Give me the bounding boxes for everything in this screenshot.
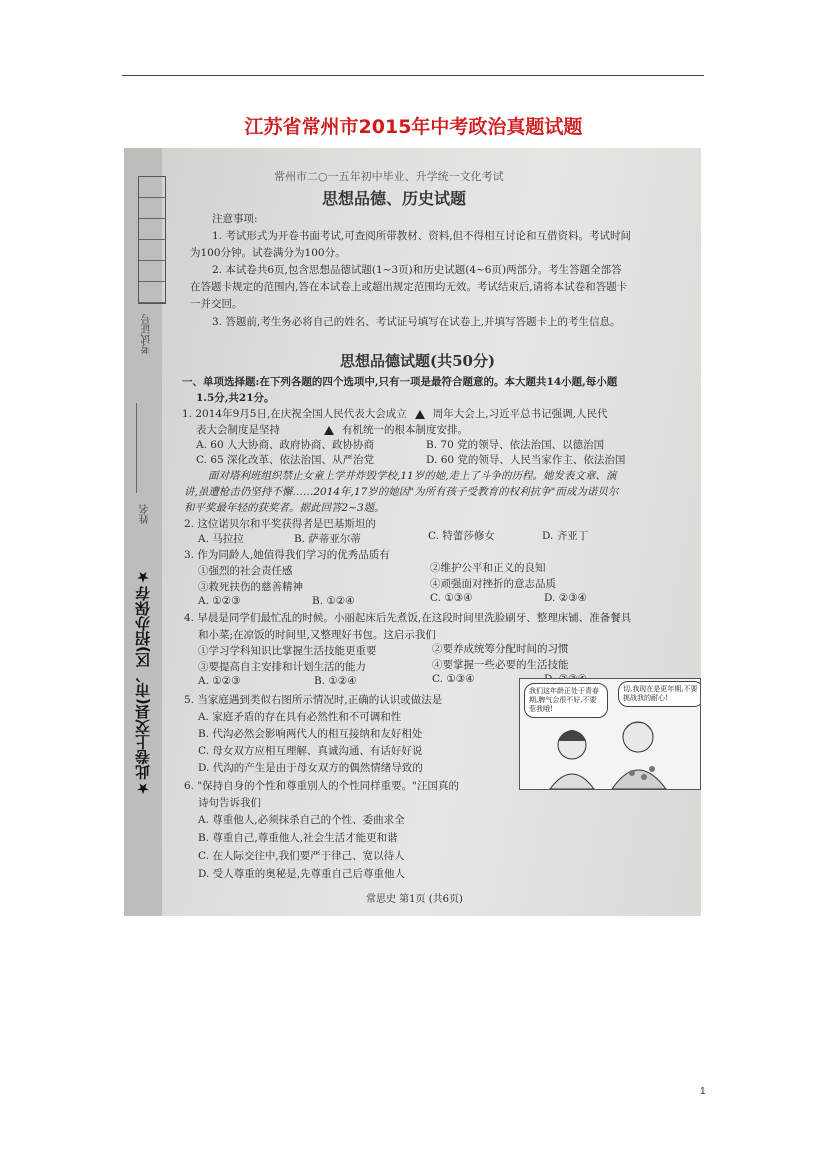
option: D. 齐亚丁 (542, 530, 589, 542)
notice-line: 1. 考试形式为开卷书面考试,可查阅所带教材、资料,但不得相互讨论和互借资料。考试时间 (212, 230, 632, 242)
statement: ②维护公平和正义的良知 (430, 562, 546, 574)
question-1-stem: 1. 2014年9月5日,在庆祝全国人民代表大会成立 周年大会上,习近平总书记强调,人民代 (182, 408, 608, 420)
option: A. ①②③ (198, 595, 241, 607)
option: C. ①③④ (430, 592, 473, 604)
option: D. 60 党的领导、人民当家作主、依法治国 (426, 454, 626, 466)
option: B. 尊重自己,尊重他人,社会生活才能更和谐 (198, 832, 398, 844)
passage-line: 和平奖最年轻的获奖者。据此回答2~3题。 (184, 502, 385, 514)
keep-notice: ★此卷上交县(市、区)招办保存★ (134, 568, 152, 798)
option: C. 65 深化改革、依法治国、从严治党 (196, 454, 375, 466)
subject-title: 思想品德、历史试题 (322, 189, 467, 208)
statement: ①学习学科知识比掌握生活技能更重要 (198, 645, 377, 657)
option: A. 马拉拉 (198, 533, 244, 545)
exam-title: 常州市二○一五年初中毕业、升学统一文化考试 (274, 170, 504, 183)
question-6-stem: 6. "保持自身的个性和尊重别人的个性同样重要。"汪国真的 (184, 780, 460, 792)
question-5-stem: 5. 当家庭遇到类似右图所示情况时,正确的认识或做法是 (184, 694, 443, 706)
option: B. ①②④ (314, 675, 357, 687)
exam-number-label: 考试证号 (142, 314, 153, 354)
question-2-stem: 2. 这位诺贝尔和平奖获得者是巴基斯坦的 (184, 518, 376, 530)
option: C. 在人际交往中,我们要严于律己、宽以待人 (198, 850, 405, 862)
statement: ④要掌握一些必要的生活技能 (432, 659, 569, 671)
part-instruction: 一、单项选择题:在下列各题的四个选项中,只有一项是最符合题意的。本大题共14小题,每小题 (182, 376, 618, 388)
option: A. 60 人大协商、政府协商、政协协商 (196, 439, 374, 451)
name-line (136, 403, 138, 493)
speech-bubble: 切,我现在是更年期,不要挑战我的耐心! (618, 681, 701, 707)
question-4-stem: 4. 早晨是同学们最忙乱的时候。小丽起床后先煮饭,在这段时间里洗脸刷牙、整理床铺、准备餐具 (184, 612, 632, 624)
option: A. 家庭矛盾的存在具有必然性和不可调和性 (198, 711, 402, 723)
notice-line: 3. 答题前,考生务必将自己的姓名、考试证号填写在试卷上,并填写答题卡上的考生信息。 (212, 316, 621, 328)
passage-line: 讲,虽遭枪击仍坚持不懈……2014年,17岁的她因"为所有孩子受教育的权利抗争"而成为诺贝尔 (184, 486, 619, 498)
option: B. ①②④ (312, 595, 355, 607)
statement: ②要养成统筹分配时间的习惯 (432, 643, 569, 655)
notice-line: 为100分钟。试卷满分为100分。 (190, 247, 346, 259)
question-4-stem: 和小菜;在凉饭的时间里,又整理好书包。这启示我们 (198, 629, 436, 641)
notice-line: 一并交回。 (190, 298, 243, 310)
option: A. 尊重他人,必须抹杀自己的个性、委曲求全 (198, 814, 405, 826)
statement: ③要提高自主安排和计划生活的能力 (198, 661, 366, 673)
cartoon-image (519, 678, 701, 790)
notice-label: 注意事项: (212, 213, 258, 225)
option: B. 代沟必然会影响两代人的相互接纳和友好相处 (198, 728, 423, 740)
statement: ③救死扶伤的慈善精神 (198, 581, 303, 593)
question-3-stem: 3. 作为同龄人,她值得我们学习的优秀品质有 (184, 549, 390, 561)
statement: ④顽强面对挫折的意志品质 (430, 578, 556, 590)
blank-triangle-icon (415, 410, 425, 419)
statement: ①强烈的社会责任感 (198, 565, 293, 577)
section-title: 思想品德试题(共50分) (340, 352, 496, 370)
option: D. 代沟的产生是由于母女双方的偶然情绪导致的 (198, 762, 423, 774)
page-footer: 常思史 第1页 (共6页) (366, 894, 463, 905)
option: C. ①③④ (432, 673, 475, 685)
blank-triangle-icon (324, 426, 334, 435)
exam-paper (174, 148, 701, 916)
exam-number-boxes (138, 176, 166, 304)
cartoon-figures (520, 679, 700, 789)
option: A. ①②③ (198, 675, 241, 687)
page-number: 1 (700, 1086, 706, 1097)
option: C. 特蕾莎修女 (428, 530, 495, 542)
option: C. 母女双方应相互理解、真诚沟通、有话好好说 (198, 745, 423, 757)
passage-line: 面对塔利班组织禁止女童上学并炸毁学校,11岁的她,走上了斗争的历程。她发表文章、演 (208, 470, 617, 482)
name-label: 姓名 (140, 504, 151, 524)
question-6-stem: 诗句告诉我们 (198, 797, 261, 809)
document-title: 江苏省常州市2015年中考政治真题试题 (244, 116, 583, 138)
notice-line: 2. 本试卷共6页,包含思想品德试题(1~3页)和历史试题(4~6页)两部分。考生答题全部答 (212, 264, 622, 276)
notice-line: 在答题卡规定的范围内,答在本试卷上或超出规定范围均无效。考试结束后,请将本试卷和答题卡 (190, 281, 628, 293)
scanned-exam-photo (124, 148, 701, 916)
question-1-stem: 表大会制度是坚持 有机统一的根本制度安排。 (196, 424, 468, 436)
option: D. ②③④ (544, 592, 587, 604)
part-instruction: 1.5分,共21分。 (196, 392, 275, 404)
option: D. 受人尊重的奥秘是,先尊重自己后尊重他人 (198, 868, 406, 880)
speech-bubble: 我们这年龄正处于青春期,脾气会很不好,不要惹我哦! (524, 683, 608, 718)
option: B. 70 党的领导、依法治国、以德治国 (426, 439, 605, 451)
top-rule (122, 75, 704, 76)
option: B. 萨蒂亚尔蒂 (294, 533, 361, 545)
